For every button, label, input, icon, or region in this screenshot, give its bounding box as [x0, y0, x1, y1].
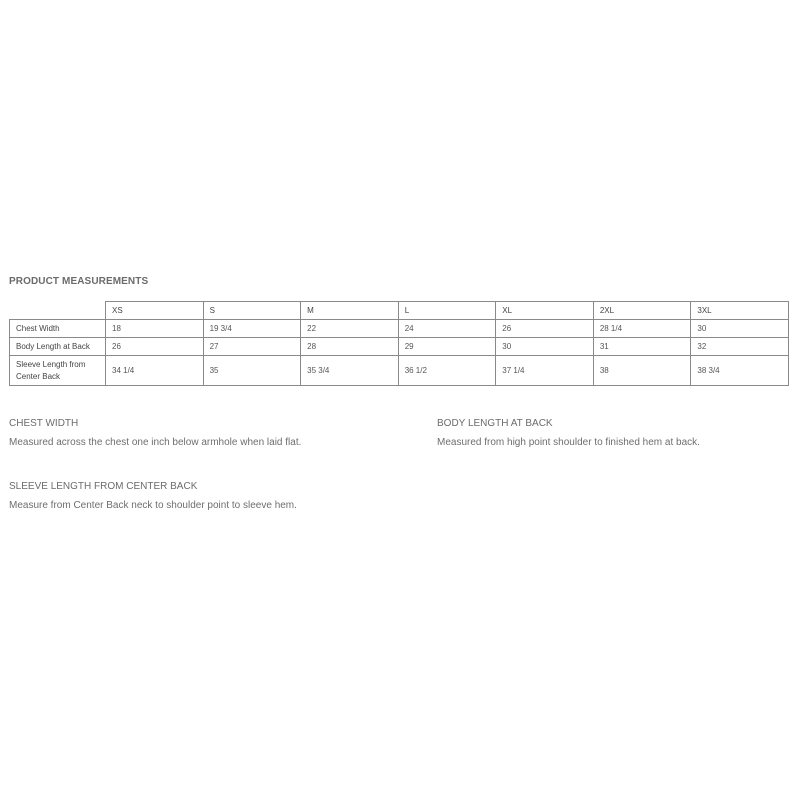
section-title: PRODUCT MEASUREMENTS — [9, 276, 149, 287]
table-row-body-length — [10, 338, 789, 356]
table-cell: 30 — [496, 338, 594, 356]
table-cell: 38 — [593, 356, 691, 386]
column-header-3xl: 3XL — [691, 302, 789, 320]
column-header-xl: XL — [496, 302, 594, 320]
table-header-row — [10, 302, 789, 320]
body-length-description: Measured from high point shoulder to finished hem at back. — [437, 437, 700, 448]
table-cell: 26 — [106, 338, 204, 356]
table-cell: 34 1/4 — [106, 356, 204, 386]
size-chart-table — [9, 301, 789, 386]
table-cell: 36 1/2 — [398, 356, 496, 386]
column-header-l: L — [398, 302, 496, 320]
table-cell: 35 3/4 — [301, 356, 399, 386]
column-header-2xl: 2XL — [593, 302, 691, 320]
table-cell: 26 — [496, 320, 594, 338]
row-label: Body Length at Back — [10, 338, 106, 356]
chest-width-description: Measured across the chest one inch below armhole when laid flat. — [9, 437, 302, 448]
table-cell: 28 — [301, 338, 399, 356]
table-row-chest-width — [10, 320, 789, 338]
table-cell: 35 — [203, 356, 301, 386]
column-header-m: M — [301, 302, 399, 320]
table-cell: 19 3/4 — [203, 320, 301, 338]
table-cell: 37 1/4 — [496, 356, 594, 386]
column-header-xs: XS — [106, 302, 204, 320]
table-cell: 29 — [398, 338, 496, 356]
table-cell: 22 — [301, 320, 399, 338]
table-row-sleeve-length — [10, 356, 789, 386]
table-cell: 32 — [691, 338, 789, 356]
table-cell: 30 — [691, 320, 789, 338]
body-length-title: BODY LENGTH AT BACK — [437, 418, 553, 429]
column-header-s: S — [203, 302, 301, 320]
sleeve-length-title: SLEEVE LENGTH FROM CENTER BACK — [9, 481, 198, 492]
table-cell: 31 — [593, 338, 691, 356]
table-cell: 27 — [203, 338, 301, 356]
table-cell: 38 3/4 — [691, 356, 789, 386]
table-corner-cell — [10, 302, 106, 320]
chest-width-title: CHEST WIDTH — [9, 418, 79, 429]
sleeve-length-description: Measure from Center Back neck to shoulder point to sleeve hem. — [9, 500, 297, 511]
table-cell: 18 — [106, 320, 204, 338]
table-cell: 24 — [398, 320, 496, 338]
row-label: Sleeve Length from Center Back — [10, 356, 106, 386]
row-label: Chest Width — [10, 320, 106, 338]
table-cell: 28 1/4 — [593, 320, 691, 338]
